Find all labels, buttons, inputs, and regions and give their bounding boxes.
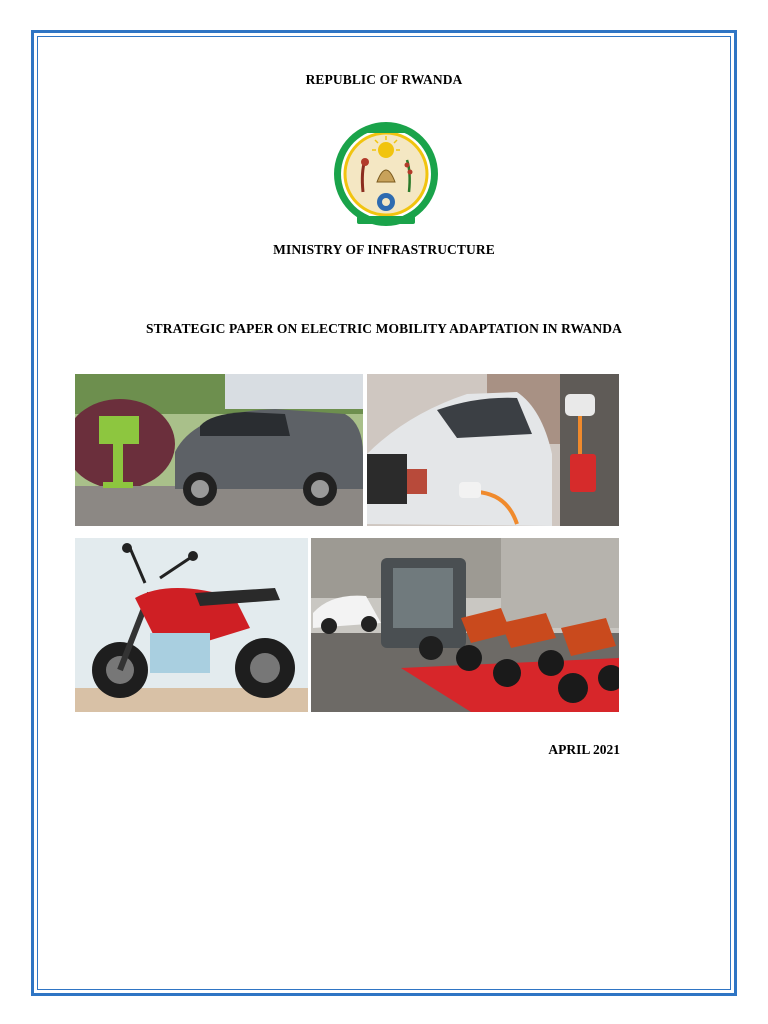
publication-date: APRIL 2021	[548, 742, 620, 757]
car-charging-plug-photo	[367, 374, 619, 526]
electric-vehicles-exhibition-photo	[311, 538, 619, 712]
red-electric-motorcycle-photo	[75, 538, 308, 712]
ev-charging-station-suv-photo	[75, 374, 363, 526]
document-title: STRATEGIC PAPER ON ELECTRIC MOBILITY ADAPTATION IN RWANDA	[146, 321, 622, 336]
country-heading: REPUBLIC OF RWANDA	[305, 72, 463, 87]
rwanda-coat-of-arms-icon	[327, 120, 445, 232]
ministry-heading: MINISTRY OF INFRASTRUCTURE	[273, 242, 495, 257]
